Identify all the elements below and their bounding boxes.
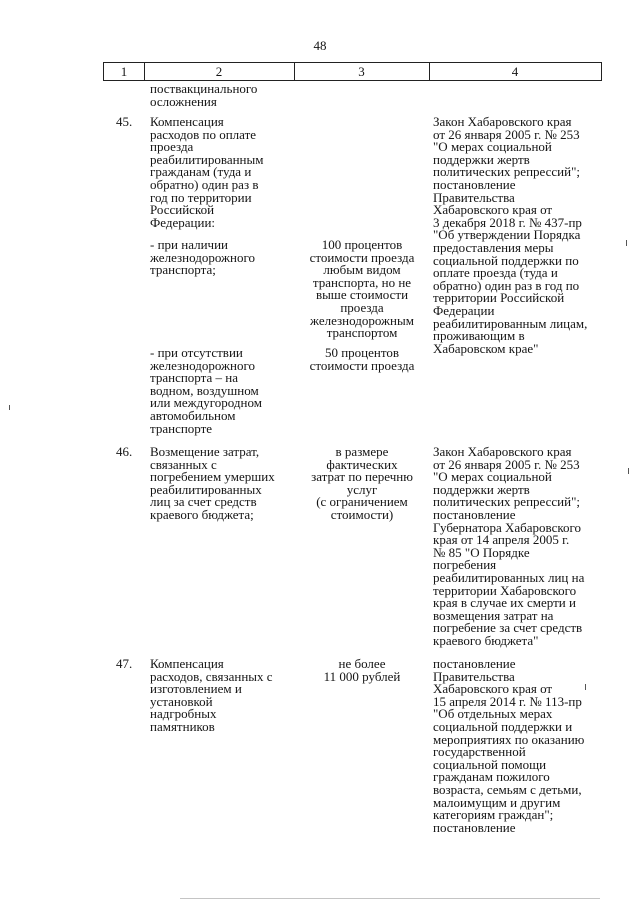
scan-speck [585, 684, 586, 690]
table-header [103, 62, 602, 81]
scan-speck [9, 405, 10, 410]
row-46-value: в размере фактических затрат по перечню услуг (с ограничением стоимости) [311, 444, 413, 522]
header-col-4: 4 [511, 64, 519, 79]
header-col-2: 2 [215, 64, 223, 79]
row-45-name: Компенсация расходов по оплате проезда реабилитированным гражданам (туда и обратно) один раз в год по территории Российской Федерации: [150, 114, 264, 230]
row-47-name: Компенсация расходов, связанных с изготовлением и установкой надгробных памятников [150, 656, 273, 734]
header-col-3: 3 [358, 64, 365, 79]
row-46-number: 46. [116, 444, 133, 459]
scan-speck [626, 240, 627, 246]
row-45-law: Закон Хабаровского края от 26 января 2005 г. № 253 "О мерах социальной поддержки жертв политических репрессий"; постановление Правительства Хабаровского края от 3 декабря 2018 г. № 437-пр "Об утверждении Порядка предоставления меры социальной поддержки по оплате проезда (туда и обратно) один раз в год по территории Российской Федерации реабилитированным лицам, проживающим в Хабаровском крае" [433, 114, 588, 356]
row-45-number: 45. [116, 114, 133, 129]
continuation-text: поствакцинального осложнения [150, 81, 258, 109]
row-46-name: Возмещение затрат, связанных с погребением умерших реабилитированных лиц за счет средств краевого бюджета; [150, 444, 275, 522]
row-45-sub2: - при отсутствии железнодорожного транспорта – на водном, воздушном или междугородном автомобильном транспорте [150, 345, 262, 436]
row-47-law: постановление Правительства Хабаровского края от 15 апреля 2014 г. № 113-пр "Об отдельных мерах социальной поддержки и мероприятиях по оказанию государственной социальной помощи гражданам пожилого возраста, семьям с детьми, малоимущим и другим категориям граждан"; постановление [433, 656, 585, 835]
row-45-value2: 50 процентов стоимости проезда [309, 345, 415, 373]
row-47-value: не более 11 000 рублей [323, 656, 401, 684]
row-45-value1: 100 процентов стоимости проезда любым видом транспорта, но не выше стоимости проезда железнодорожным транспортом [309, 237, 415, 341]
row-46-law: Закон Хабаровского края от 26 января 2005 г. № 253 "О мерах социальной поддержки жертв политических репрессий"; постановление Губернатора Хабаровского края от 14 апреля 2005 г. № 85 "О Порядке погребения реабилитированных лиц на территории Хабаровского края в случае их смерти и возмещения затрат на погребение за счет средств краевого бюджета" [433, 444, 585, 648]
header-col-1: 1 [120, 64, 128, 79]
row-45-sub1: - при наличии железнодорожного транспорта; [150, 237, 255, 278]
scan-edge-line [180, 898, 600, 899]
page-number: 48 [313, 38, 327, 53]
row-47-number: 47. [116, 656, 133, 671]
scan-speck [628, 468, 629, 474]
